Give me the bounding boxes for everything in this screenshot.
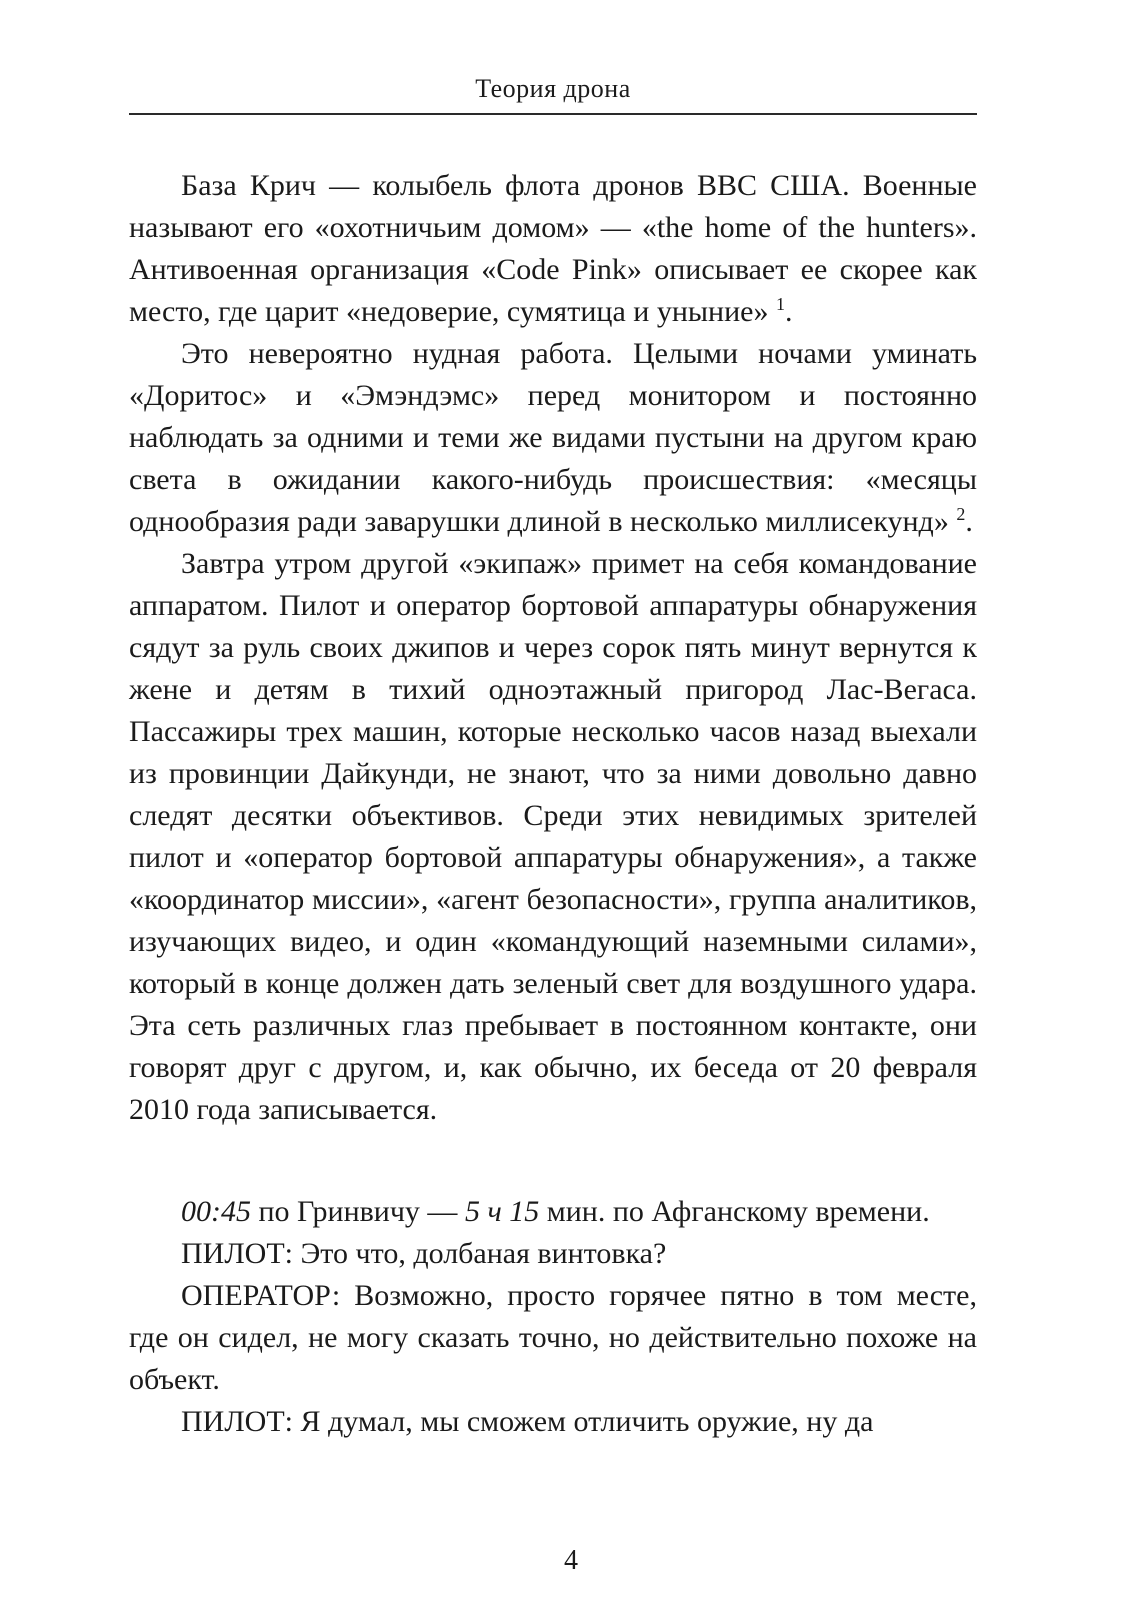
running-header — [129, 0, 977, 115]
page-number: 4 — [564, 1545, 578, 1576]
time-text: мин. по Афганскому времени. — [539, 1195, 930, 1228]
paragraph-text: Это невероятно нудная работа. Целыми ночами уминать «Доритос» и «Эмэндэмс» перед монитором и постоянно наблюдать за одними и теми же видами пустыни на другом краю света в ожидании какого-нибудь происшествия: «месяцы однообразия ради заварушки длиной в несколько миллисекунд» — [129, 337, 977, 538]
paragraph — [129, 165, 977, 333]
dialogue-line-pilot: ПИЛОТ: Я думал, мы сможем отличить оружие, ну да — [181, 1405, 874, 1438]
dialogue-line-operator: ОПЕРАТОР: Возможно, просто горячее пятно в том месте, где он сидел, не могу сказать точно, но действительно похоже на объект. — [129, 1279, 977, 1396]
paragraph-text: Завтра утром другой «экипаж» примет на себя командование аппаратом. Пилот и оператор бортовой аппаратуры обнаружения сядут за руль своих джипов и через сорок пять минут вернутся к жене и детям в тихий одноэтажный пригород Лас-Вегаса. Пассажиры трех машин, которые несколько часов назад выехали из провинции Дайкунди, не знают, что за ними довольно давно следят десятки объективов. Среди этих невидимых зрителей пилот и «оператор бортовой аппаратуры обнаружения», а также «координатор миссии», «агент безопасности», группа аналитиков, изучающих видео, и один «командующий наземными силами», который в конце должен дать зеленый свет для воздушного удара. Эта сеть различных глаз пребывает в постоянном контакте, они говорят друг с другом, и, как обычно, их беседа от 20 февраля 2010 года записывается. — [129, 547, 977, 1126]
dialogue-time-line — [129, 1191, 977, 1233]
time-value: 5 ч 15 — [464, 1195, 540, 1228]
page-content — [129, 165, 977, 1443]
paragraph — [129, 543, 977, 1131]
paragraph — [129, 333, 977, 543]
footnote-marker: 1 — [775, 294, 785, 314]
dialogue-line-pilot: ПИЛОТ: Это что, долбаная винтовка? — [181, 1237, 667, 1270]
paragraph-text: . — [965, 505, 973, 538]
time-text: по Гринвичу — — [251, 1195, 465, 1228]
footnote-marker: 2 — [956, 504, 966, 524]
dialogue-section — [129, 1191, 977, 1443]
paragraph-text: . — [784, 295, 793, 328]
time-value: 00:45 — [181, 1195, 251, 1228]
paragraph-text: База Крич — колыбель флота дронов ВВС США. Военные называют его «охотничьим домом» — «the home of the hunters». Антивоенная организация «Code Pink» описывает ее скорее как место, где царит «недоверие, сумятица и уныние» — [129, 169, 977, 328]
running-header-title: Теория дрона — [475, 74, 631, 103]
